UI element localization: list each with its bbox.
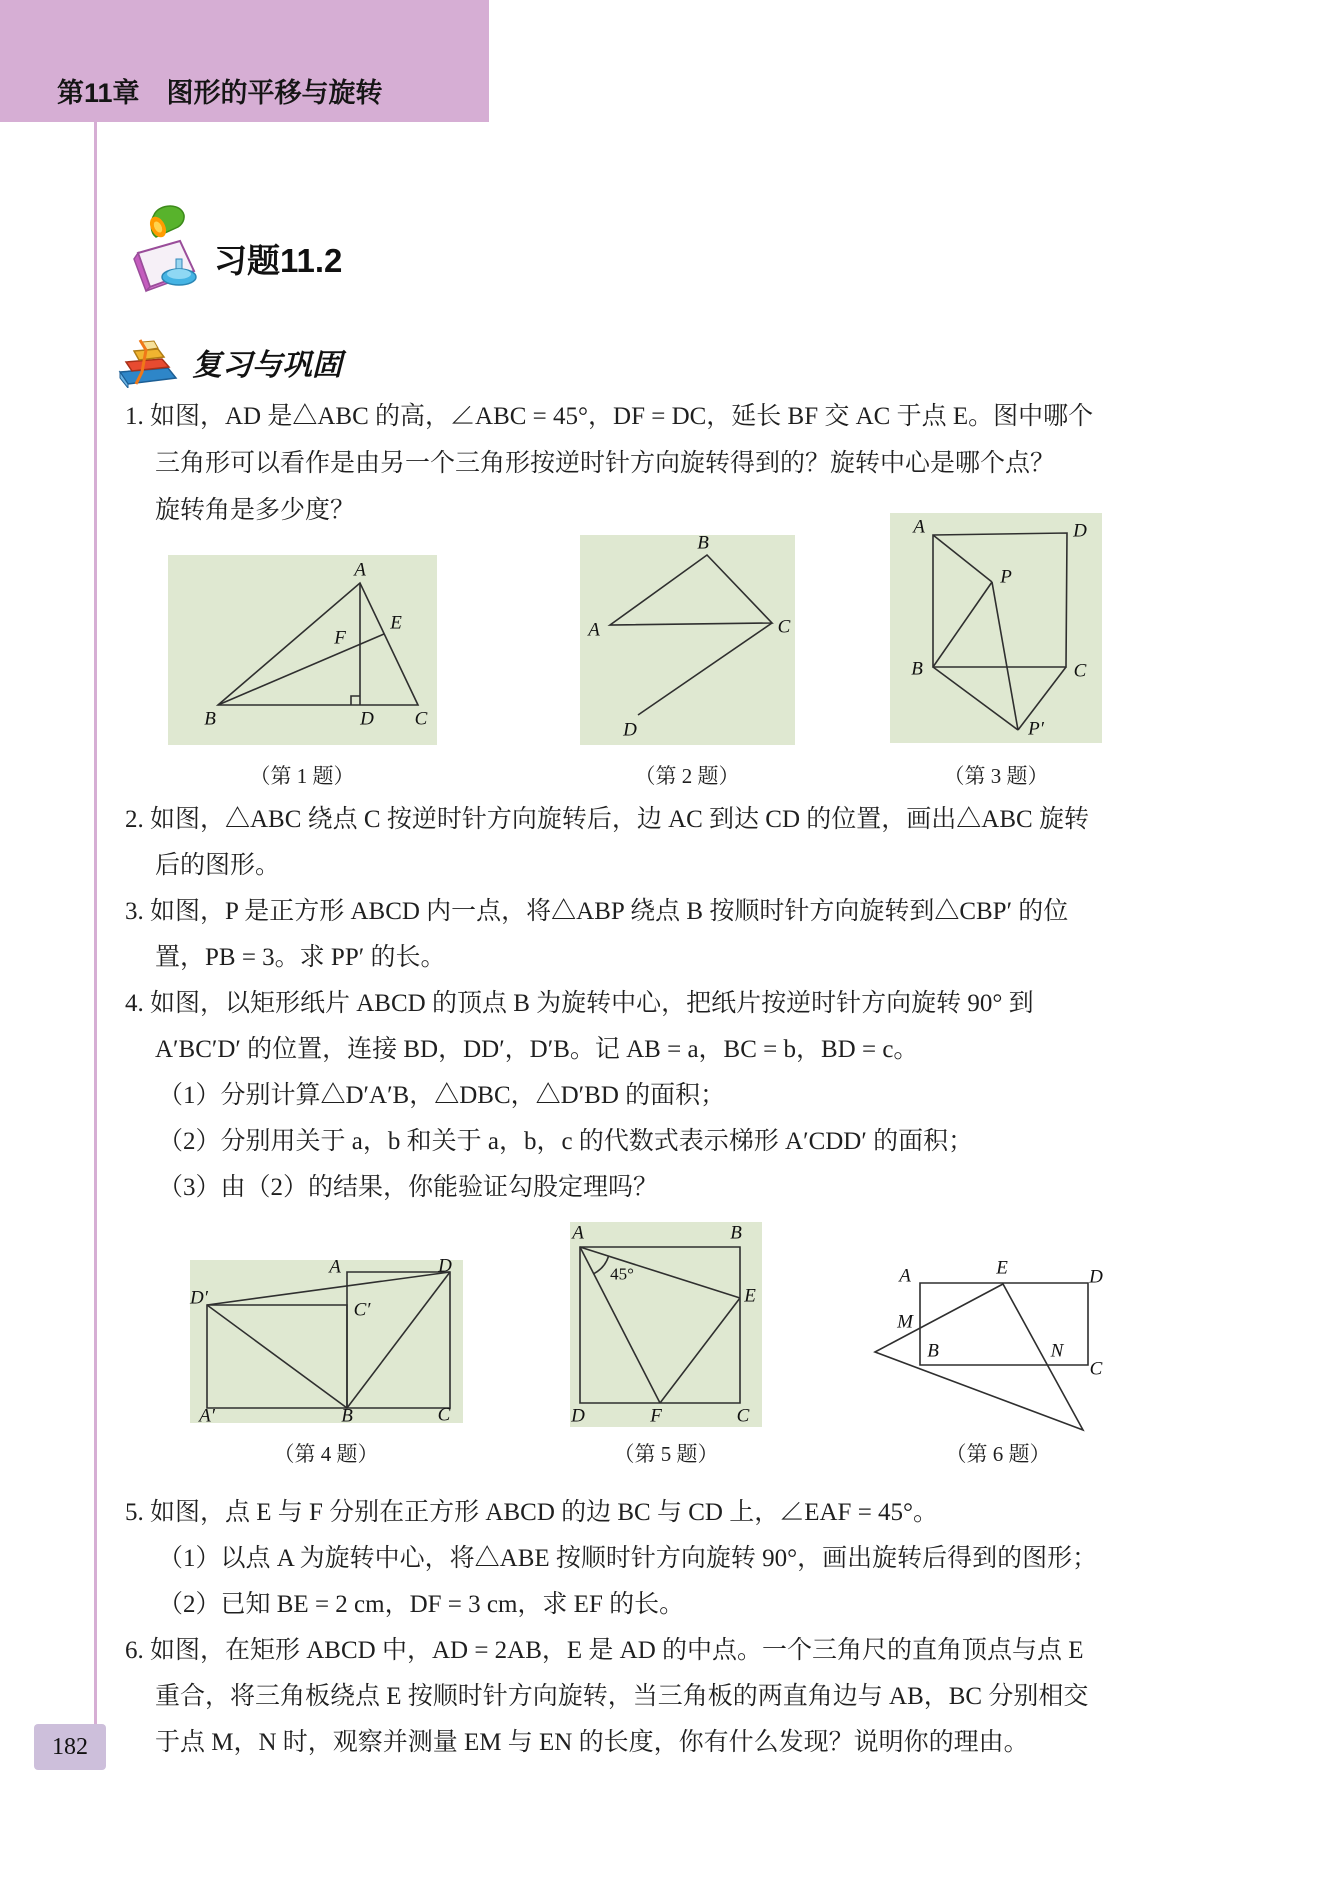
vertex-label-D: D bbox=[1089, 1266, 1103, 1288]
problem-1-line-1: 1. 如图，AD 是△ABC 的高，∠ABC = 45°，DF = DC，延长 BF 交 AC 于点 E。图中哪个 bbox=[125, 403, 1094, 430]
problem-6-line-2: 重合，将三角板绕点 E 按顺时针方向旋转，当三角板的两直角边与 AB，BC 分别相交 bbox=[155, 1683, 1089, 1710]
vertex-label-A: A bbox=[588, 619, 600, 641]
problem-5-item-1: （1）以点 A 为旋转中心，将△ABE 按顺时针方向旋转 90°，画出旋转后得到的图形； bbox=[158, 1545, 1098, 1572]
vertex-label-C: C bbox=[1089, 1358, 1103, 1380]
vertex-label-D: D bbox=[1073, 520, 1087, 542]
problem-4-item-3: （3）由（2）的结果，你能验证勾股定理吗？ bbox=[158, 1174, 659, 1201]
vertex-label-A: A bbox=[913, 516, 925, 538]
vertex-label-B: B bbox=[204, 708, 216, 730]
vertex-label-D: D bbox=[360, 708, 374, 730]
exercise-title: 习题11.2 bbox=[214, 242, 343, 279]
problem-1-line-3: 旋转角是多少度？ bbox=[155, 497, 356, 524]
problem-3-line-2: 置，PB = 3。求 PP′ 的长。 bbox=[155, 944, 446, 971]
vertex-label-C: C bbox=[437, 1404, 451, 1426]
vertex-label-C: C bbox=[777, 616, 791, 638]
vertex-label-A: A bbox=[354, 559, 366, 581]
figure-1 bbox=[168, 555, 437, 745]
page-number: 182 bbox=[52, 1734, 88, 1760]
vertex-label-D: D bbox=[623, 719, 637, 741]
vertex-label-A-prime: A′ bbox=[199, 1405, 215, 1427]
figure-5 bbox=[570, 1222, 762, 1427]
vertex-label-A: A bbox=[899, 1265, 911, 1287]
figure-2 bbox=[580, 532, 795, 745]
problem-6-line-3: 于点 M，N 时，观察并测量 EM 与 EN 的长度，你有什么发现？说明你的理由。 bbox=[155, 1729, 1029, 1756]
vertex-label-B: B bbox=[697, 532, 709, 554]
problem-4-line-1: 4. 如图，以矩形纸片 ABCD 的顶点 B 为旋转中心，把纸片按逆时针方向旋转 90° 到 bbox=[125, 990, 1034, 1017]
vertex-label-A: A bbox=[329, 1256, 341, 1278]
problem-3-line-1: 3. 如图，P 是正方形 ABCD 内一点，将△ABP 绕点 B 按顺时针方向旋转到△CBP′ 的位 bbox=[125, 898, 1069, 925]
figure-5-caption: （第 5 题） bbox=[613, 1442, 719, 1466]
section-title: 复习与巩固 bbox=[192, 349, 342, 382]
problem-2-line-1: 2. 如图，△ABC 绕点 C 按逆时针方向旋转后，边 AC 到达 CD 的位置，画出△ABC 旋转 bbox=[125, 806, 1089, 833]
problem-4-item-1: （1）分别计算△D′A′B，△DBC，△D′BD 的面积； bbox=[158, 1082, 726, 1109]
vertex-label-A: A bbox=[572, 1222, 584, 1244]
chapter-title: 第11章 图形的平移与旋转 bbox=[57, 78, 383, 108]
figure-4 bbox=[190, 1255, 463, 1427]
vertex-label-B: B bbox=[911, 658, 923, 680]
figure-6 bbox=[860, 1255, 1110, 1440]
lamp-book-icon bbox=[124, 203, 210, 295]
vertex-label-B: B bbox=[341, 1405, 353, 1427]
problem-4-line-2: A′BC′D′ 的位置，连接 BD，DD′，D′B。记 AB = a，BC = b，BD = c。 bbox=[155, 1036, 919, 1063]
vertex-label-F: F bbox=[334, 627, 346, 649]
vertex-label-P-prime: P′ bbox=[1028, 718, 1044, 740]
margin-rule bbox=[94, 122, 97, 1726]
vertex-label-C-prime: C′ bbox=[353, 1299, 371, 1321]
vertex-label-C: C bbox=[736, 1405, 750, 1427]
vertex-label-F: F bbox=[650, 1405, 662, 1427]
vertex-label-C: C bbox=[414, 708, 428, 730]
vertex-label-D-prime: D′ bbox=[190, 1287, 208, 1309]
vertex-label-M: M bbox=[897, 1311, 913, 1333]
problem-1-line-2: 三角形可以看作是由另一个三角形按逆时针方向旋转得到的？旋转中心是哪个点？ bbox=[155, 450, 1056, 477]
figure-1-caption: （第 1 题） bbox=[249, 764, 355, 788]
vertex-label-P: P bbox=[1000, 566, 1012, 588]
figure-3-caption: （第 3 题） bbox=[943, 764, 1049, 788]
vertex-label-C: C bbox=[1073, 660, 1087, 682]
problem-6-line-1: 6. 如图，在矩形 ABCD 中，AD = 2AB，E 是 AD 的中点。一个三角尺的直角顶点与点 E bbox=[125, 1637, 1084, 1664]
vertex-label-E: E bbox=[996, 1257, 1008, 1279]
vertex-label-B: B bbox=[927, 1340, 939, 1362]
problem-4-item-2: （2）分别用关于 a，b 和关于 a，b，c 的代数式表示梯形 A′CDD′ 的面积； bbox=[158, 1128, 974, 1155]
figure-4-caption: （第 4 题） bbox=[273, 1442, 379, 1466]
figure-2-caption: （第 2 题） bbox=[634, 764, 740, 788]
books-icon bbox=[112, 338, 184, 388]
angle-label-45: 45° bbox=[610, 1264, 634, 1284]
vertex-label-D: D bbox=[438, 1255, 452, 1277]
vertex-label-N: N bbox=[1050, 1340, 1064, 1362]
problem-5-item-2: （2）已知 BE = 2 cm，DF = 3 cm，求 EF 的长。 bbox=[158, 1591, 685, 1618]
problem-5-line-1: 5. 如图，点 E 与 F 分别在正方形 ABCD 的边 BC 与 CD 上，∠EAF = 45°。 bbox=[125, 1499, 939, 1526]
vertex-label-D: D bbox=[571, 1405, 585, 1427]
page-number-box bbox=[34, 1724, 106, 1770]
figure-6-caption: （第 6 题） bbox=[945, 1442, 1051, 1466]
vertex-label-E: E bbox=[744, 1285, 756, 1307]
vertex-label-E: E bbox=[390, 612, 402, 634]
vertex-label-B: B bbox=[730, 1222, 742, 1244]
problem-2-line-2: 后的图形。 bbox=[155, 852, 281, 879]
figure-3 bbox=[890, 513, 1102, 743]
